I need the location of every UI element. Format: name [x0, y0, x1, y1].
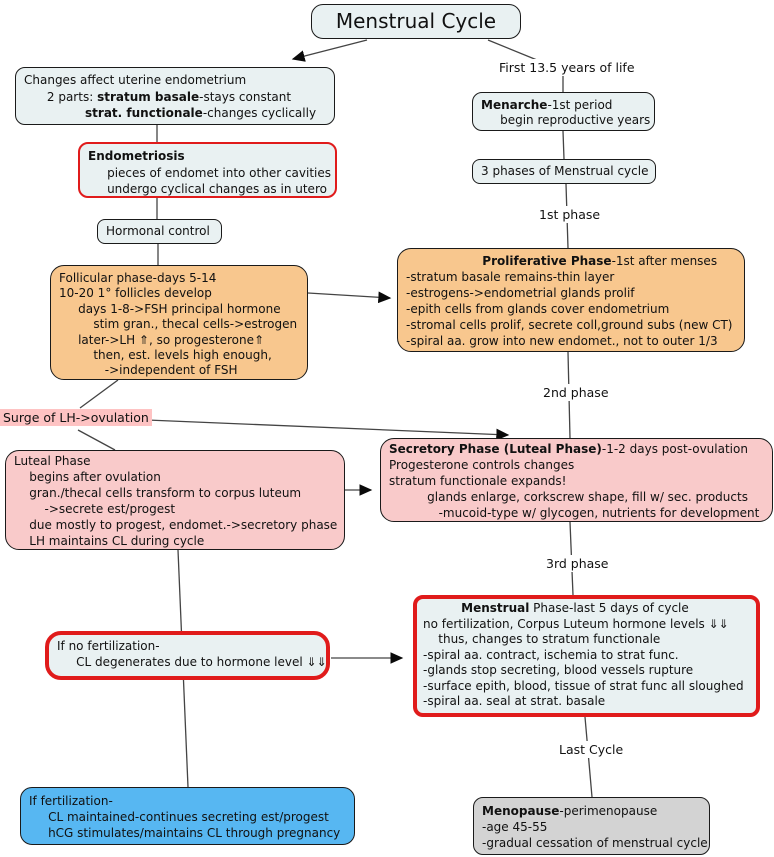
node-menstrual-cycle-title[interactable]: Menstrual Cycle: [311, 4, 521, 39]
node-follicular-phase[interactable]: Follicular phase-days 5-14 10-20 1° follicles develop days 1-8->FSH principal hormone stim gran., thecal cells->estrogen later->LH ⇑, so progesterone⇑ then, est. levels high enough, ->independent of FSH: [50, 265, 308, 380]
node-secretory-phase[interactable]: Secretory Phase (Luteal Phase)-1-2 days post-ovulation Progesterone controls changes stratum functionale expands! glands enlarge, corkscrew shape, fill w/ sec. products -mucoid-type w/ glycogen, nutrients for development: [380, 438, 773, 522]
label-lh-surge[interactable]: Surge of LH->ovulation: [0, 409, 152, 426]
link-title-changes: [293, 40, 367, 59]
label-3rd-phase[interactable]: 3rd phase: [543, 555, 612, 572]
link-surge-luteal: [78, 430, 115, 450]
link-menarche-threephases: [563, 131, 564, 159]
label-last-cycle[interactable]: Last Cycle: [556, 741, 626, 758]
link-follicular-proliferative: [308, 293, 390, 298]
node-hormonal-control[interactable]: Hormonal control: [97, 219, 222, 244]
node-no-fertilization[interactable]: If no fertilization- CL degenerates due to hormone level ⇓⇓: [45, 631, 330, 680]
label-first-13-years[interactable]: First 13.5 years of life: [496, 59, 638, 76]
label-1st-phase[interactable]: 1st phase: [536, 206, 603, 223]
node-menarche[interactable]: Menarche-1st period begin reproductive years: [472, 92, 655, 131]
node-menopause[interactable]: Menopause-perimenopause -age 45-55 -gradual cessation of menstrual cycle: [473, 797, 710, 855]
node-endometriosis[interactable]: Endometriosis pieces of endomet into other cavities undergo cyclical changes as in utero: [78, 142, 337, 198]
label-2nd-phase[interactable]: 2nd phase: [540, 384, 612, 401]
link-follicular-surge: [80, 380, 118, 408]
node-three-phases[interactable]: 3 phases of Menstrual cycle: [472, 159, 656, 184]
node-proliferative-phase[interactable]: Proliferative Phase-1st after menses -stratum basale remains-thin layer -estrogens->endometrial glands prolif -epith cells from glands cover endometrium -stromal cells prolif, secrete coll,ground subs (new CT) -spiral aa. grow into new endomet., not to outer 1/3: [397, 248, 745, 352]
node-menstrual-phase[interactable]: Menstrual Phase-last 5 days of cycle no fertilization, Corpus Luteum hormone levels ⇓⇓ thus, changes to stratum functionale -spiral aa. contract, ischemia to strat func. -glands stop secreting, blood vessels rupture -surface epith, blood, tissue of strat func all sloughed -spiral aa. seal at strat. basale: [413, 595, 760, 717]
link-title-firstyears: [488, 40, 537, 60]
node-fertilization[interactable]: If fertilization- CL maintained-continues secreting est/progest hCG stimulates/maintains CL through pregnancy: [20, 787, 355, 845]
link-surge-secretory: [147, 420, 508, 435]
node-endometrium-changes[interactable]: Changes affect uterine endometrium 2 parts: stratum basale-stays constant strat. functionale-changes cyclically: [15, 67, 335, 125]
node-luteal-phase[interactable]: Luteal Phase begins after ovulation gran./thecal cells transform to corpus luteum ->secrete est/progest due mostly to progest, endomet.->secretory phase LH maintains CL during cycle: [5, 450, 345, 550]
